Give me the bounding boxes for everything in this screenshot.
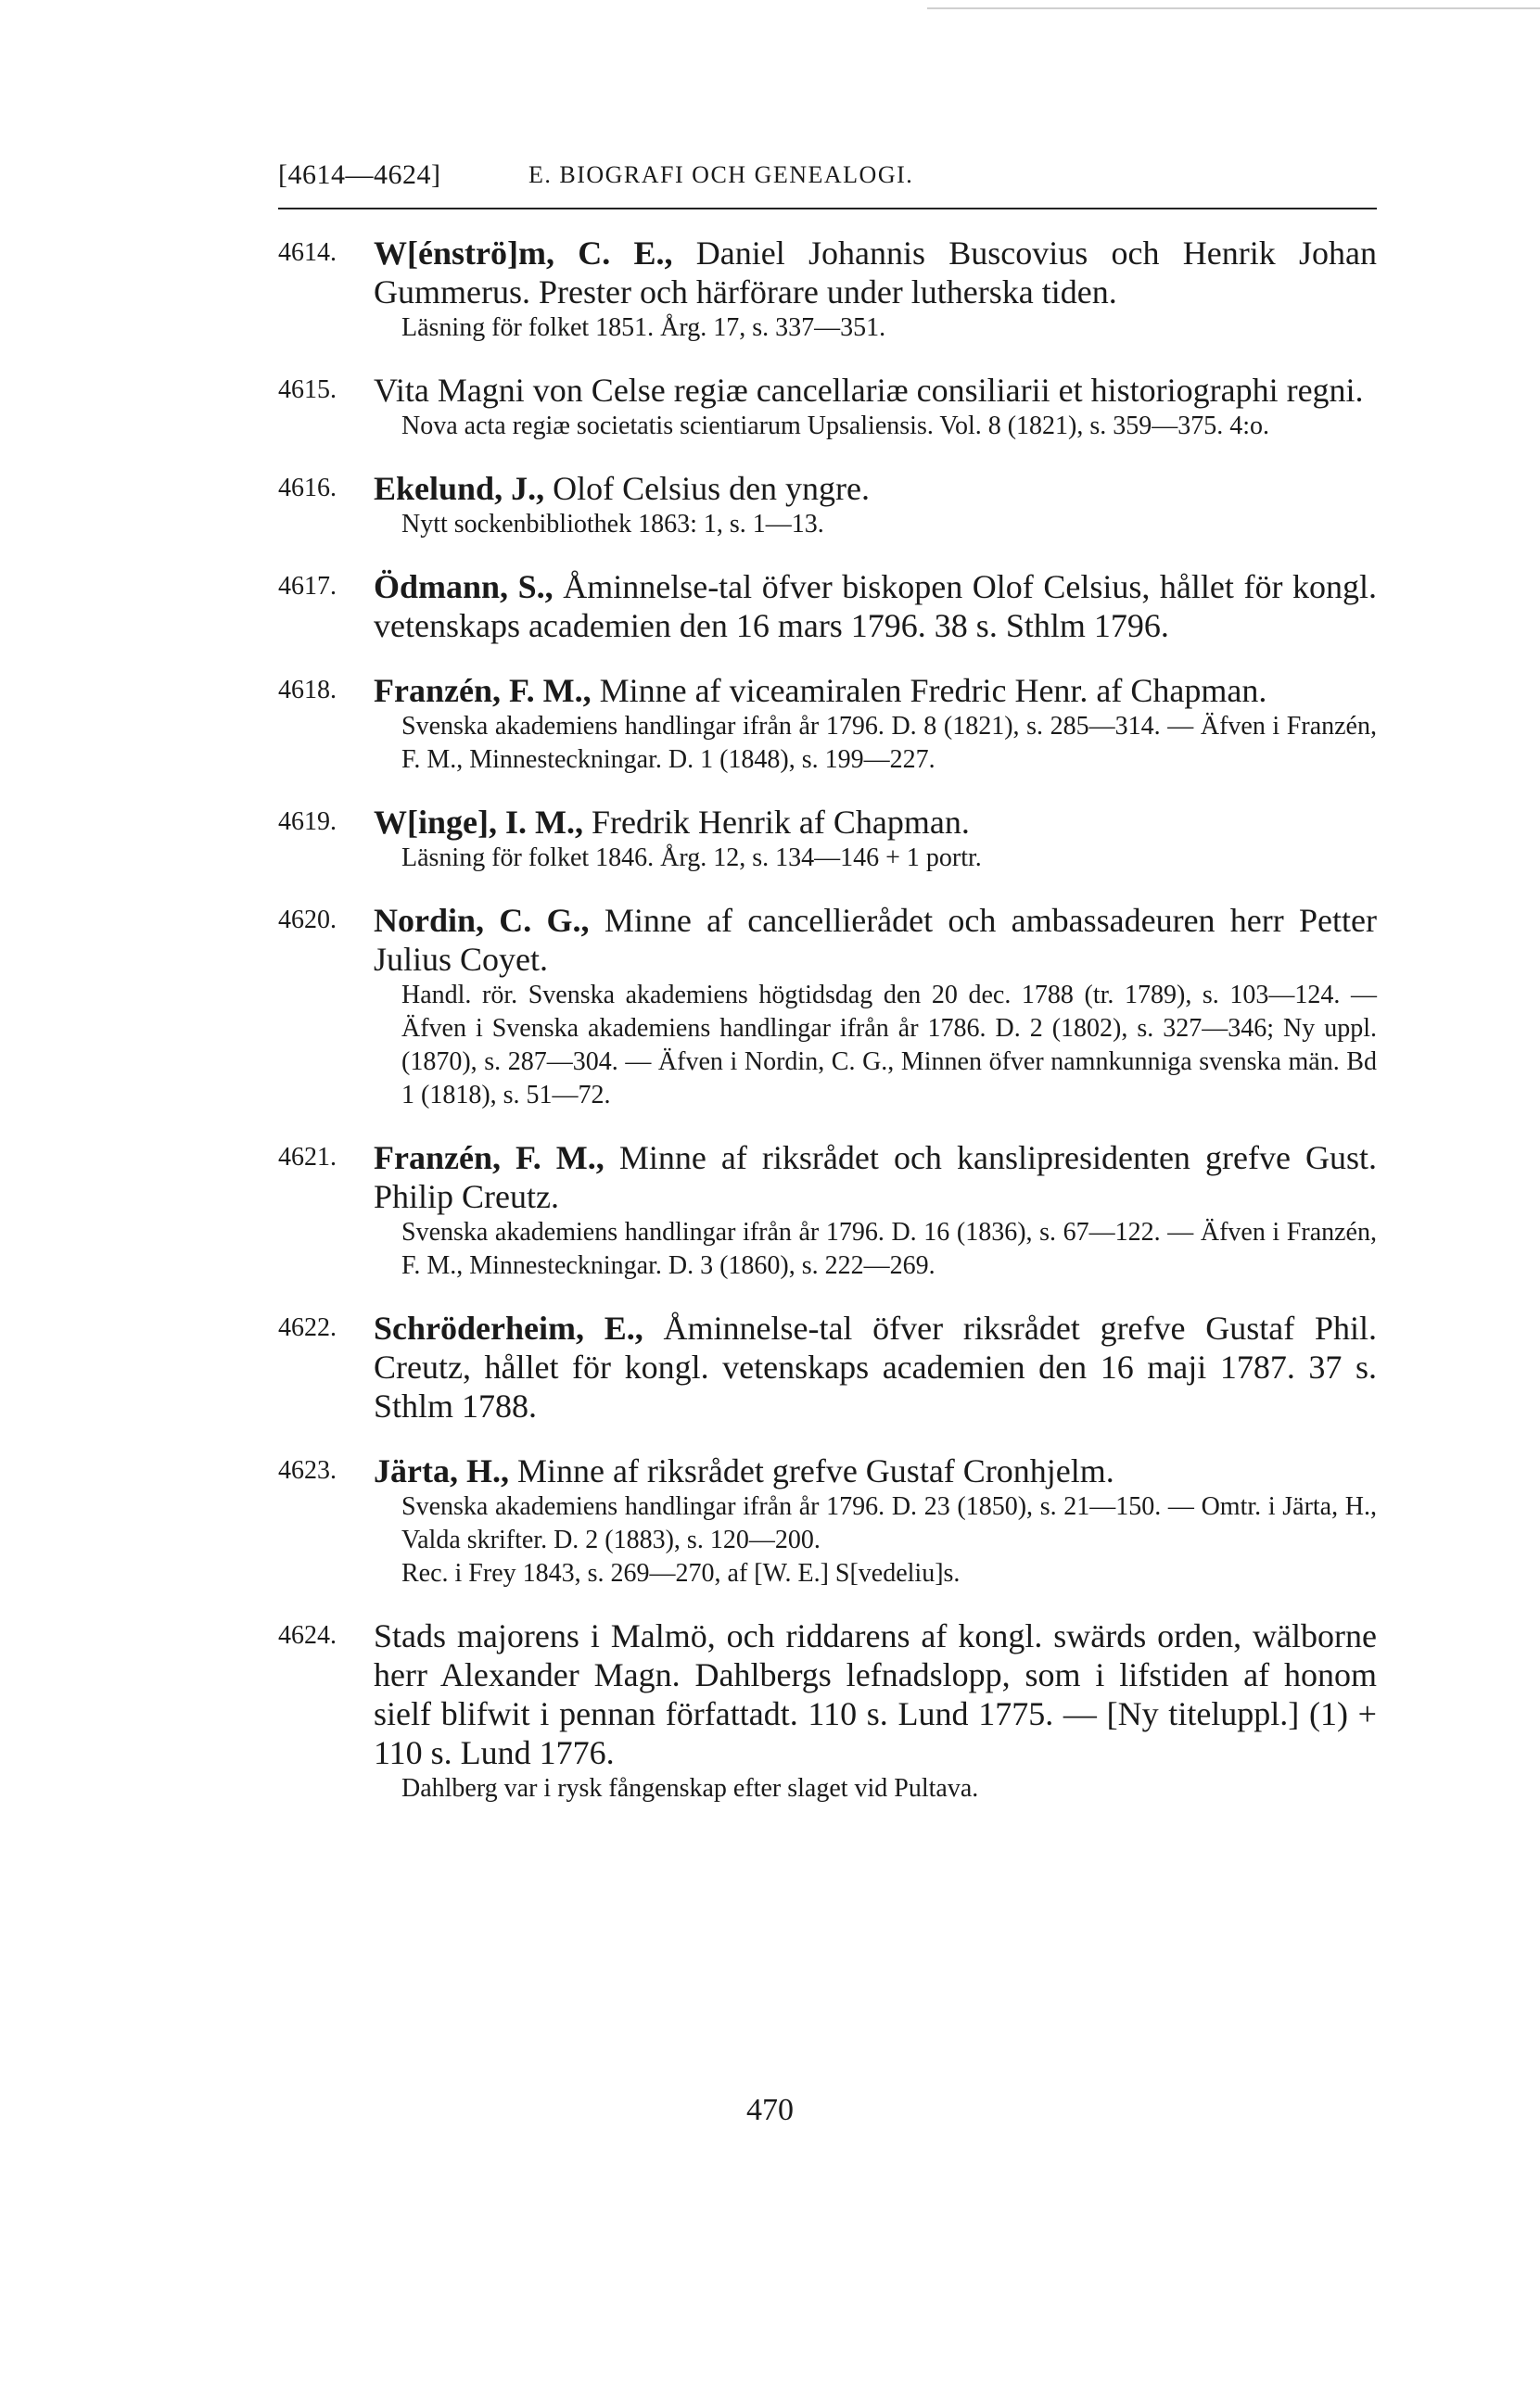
entry-title-line — [374, 567, 1377, 645]
bibliography-entry — [278, 234, 1377, 345]
header-rule — [278, 208, 1377, 209]
scan-edge-line — [927, 7, 1540, 9]
entry-author: Ödmann, S., — [374, 568, 554, 605]
bibliography-entry — [278, 1616, 1377, 1806]
entry-note: Dahlberg var i rysk fångenskap efter slaget vid Pultava. — [401, 1774, 979, 1803]
bibliography-entry — [278, 567, 1377, 645]
bibliography-entry — [278, 469, 1377, 541]
bibliography-entry — [278, 1309, 1377, 1426]
entry-author: W[énströ]m, C. E., — [374, 234, 673, 272]
entry-title-line — [374, 901, 1377, 979]
entry-note: Handl. rör. Svenska akademiens högtidsdag den 20 dec. 1788 (tr. 1789), s. 103—124. — Äfven i Svenska akademiens handlingar ifrån år 1786. D. 2 (1802), s. 327—346; Ny uppl. (1870), s. 287—304. — Äfven i Nordin, C. G., Minnen öfver namnkunniga svenska män. Bd 1 (1818), s. 51—72. — [401, 981, 1377, 1109]
entry-note: Svenska akademiens handlingar ifrån år 1796. D. 23 (1850), s. 21—150. — Omtr. i Järta, H., Valda skrifter. D. 2 (1883), s. 120—200. — [401, 1492, 1377, 1554]
header-range: [4614—4624] — [278, 159, 441, 190]
bibliography-entry — [278, 371, 1377, 443]
entry-title: Fredrik Henrik af Chapman. — [591, 804, 970, 841]
entry-title-line — [374, 1309, 1377, 1426]
entry-number: 4623. — [278, 1456, 337, 1485]
entry-number: 4616. — [278, 474, 337, 502]
entry-number: 4621. — [278, 1143, 337, 1172]
entry-number: 4619. — [278, 807, 337, 836]
entry-author: Franzén, F. M., — [374, 1139, 605, 1176]
entry-note: Läsning för folket 1851. Årg. 17, s. 337—351. — [401, 313, 886, 342]
document-page — [278, 159, 1377, 1831]
entry-title: Åminnelse-tal öfver biskopen Olof Celsius, hållet för kongl. vetenskaps academien den 16 mars 1796. 38 s. Sthlm 1796. — [374, 568, 1377, 644]
bibliography-entry — [278, 1138, 1377, 1283]
entry-title: Olof Celsius den yngre. — [553, 470, 871, 507]
entry-note: Nova acta regiæ societatis scientiarum Upsaliensis. Vol. 8 (1821), s. 359—375. 4:o. — [401, 412, 1270, 440]
bibliography-entry — [278, 1451, 1377, 1591]
entry-title-line — [374, 1451, 1377, 1490]
entry-number: 4624. — [278, 1621, 337, 1650]
entry-title-line — [374, 371, 1377, 410]
entry-author: Nordin, C. G., — [374, 902, 590, 939]
header-section: E. BIOGRAFI OCH GENEALOGI. — [528, 161, 914, 188]
entry-author: W[inge], I. M., — [374, 804, 583, 841]
entry-number: 4614. — [278, 238, 337, 267]
entry-author: Franzén, F. M., — [374, 672, 592, 709]
entry-title: Minne af riksrådet och kanslipresidenten grefve Gust. Philip Creutz. — [374, 1139, 1377, 1215]
entry-number: 4620. — [278, 906, 337, 934]
entry-number: 4615. — [278, 375, 337, 404]
entry-note: Svenska akademiens handlingar ifrån år 1796. D. 16 (1836), s. 67—122. — Äfven i Franzén, F. M., Minnesteckningar. D. 3 (1860), s. 222—269. — [401, 1218, 1377, 1280]
entry-number: 4622. — [278, 1313, 337, 1342]
entry-note: Läsning för folket 1846. Årg. 12, s. 134—146 + 1 portr. — [401, 843, 982, 872]
entry-author: Ekelund, J., — [374, 470, 545, 507]
entry-note: Nytt sockenbibliothek 1863: 1, s. 1—13. — [401, 510, 824, 539]
bibliography-entry — [278, 671, 1377, 777]
entry-author: Schröderheim, E., — [374, 1310, 643, 1347]
entry-title-line — [374, 469, 1377, 508]
entry-title: Minne af cancellierådet och ambassadeuren herr Petter Julius Coyet. — [374, 902, 1377, 978]
entry-title: Åminnelse-tal öfver riksrådet grefve Gustaf Phil. Creutz, hållet för kongl. vetenskaps academien den 16 maji 1787. 37 s. Sthlm 1788. — [374, 1310, 1378, 1425]
entry-number: 4617. — [278, 572, 337, 601]
entry-title-line — [374, 1616, 1377, 1772]
running-header — [278, 159, 1377, 200]
entry-number: 4618. — [278, 676, 337, 704]
entry-title-line — [374, 671, 1377, 710]
entry-note: Rec. i Frey 1843, s. 269—270, af [W. E.] S[vedeliu]s. — [401, 1559, 961, 1588]
bibliography-entry — [278, 901, 1377, 1112]
entry-title-line — [374, 1138, 1377, 1216]
entry-note: Svenska akademiens handlingar ifrån år 1796. D. 8 (1821), s. 285—314. — Äfven i Franzén, F. M., Minnesteckningar. D. 1 (1848), s. 199—227. — [401, 712, 1377, 774]
entry-title: Minne af viceamiralen Fredric Henr. af Chapman. — [599, 672, 1267, 709]
entry-title-line — [374, 803, 1377, 842]
entry-title: Daniel Johannis Buscovius och Henrik Johan Gummerus. Prester och härförare under lutherska tiden. — [374, 234, 1378, 311]
entry-author: Järta, H., — [374, 1452, 509, 1489]
entry-title: Minne af riksrådet grefve Gustaf Cronhjelm. — [516, 1452, 1114, 1489]
entry-title: Vita Magni von Celse regiæ cancellariæ consiliarii et historiographi regni. — [374, 372, 1364, 409]
bibliography-entry — [278, 803, 1377, 875]
entry-title-line — [374, 234, 1377, 311]
entry-list — [278, 234, 1377, 1806]
entry-title: Stads majorens i Malmö, och riddarens af kongl. swärds orden, wälborne herr Alexander Magn. Dahlbergs lefnadslopp, som i lifstiden af honom sielf blifwit i pennan författadt. 110 s. Lund 1775. — [Ny titeluppl.] (1) + 110 s. Lund 1776. — [374, 1617, 1377, 1771]
page-number: 470 — [746, 2093, 794, 2127]
